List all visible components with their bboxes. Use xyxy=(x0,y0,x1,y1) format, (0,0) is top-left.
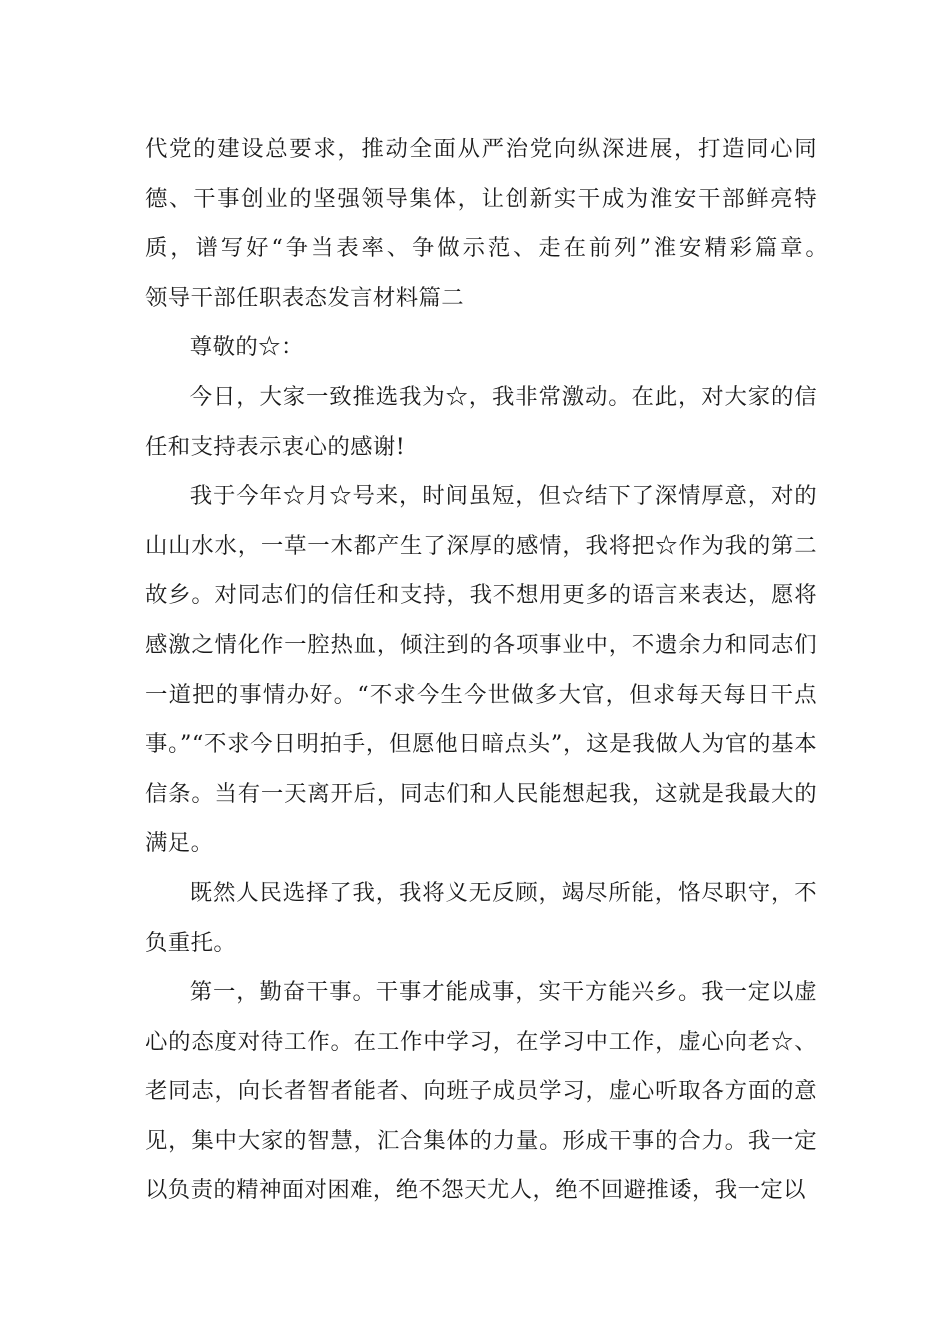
paragraph-salutation: 尊敬的☆： xyxy=(189,334,304,361)
paragraph-thanks: 今日，大家一致推选我为☆，我非常激动。在此，对大家的信任和支持表示衷心的感谢! xyxy=(145,383,817,460)
paragraph-continuation: 代党的建设总要求，推动全面从严治党向纵深进展，打造同心同德、干事创业的坚强领导集体，让创新实干成为淮安干部鲜亮特质，谱写好“争当表率、争做示范、走在前列”淮安精彩篇章。 领导干部任职表态发言材料篇二 xyxy=(145,136,863,311)
paragraph-feelings: 我于今年☆月☆号来，时间虽短，但☆结下了深情厚意，对的山山水水，一草一木都产生了深厚的感情，我将把☆作为我的第二故乡。对同志们的信任和支持，我不想用更多的语言来表达，愿将感激之情化作一腔热血，倾注到的各项事业中，不遗余力和同志们一道把的事情办好。“不求今生今世做多大官，但求每天每日干点事。”“不求今日明拍手，但愿他日暗点头”，这是我做人为官的基本信条。当有一天离开后，同志们和人民能想起我，这就是我最大的满足。 xyxy=(145,483,817,857)
paragraph-commitment: 既然人民选择了我，我将义无反顾，竭尽所能，恪尽职守，不负重托。 xyxy=(145,879,817,956)
document-body xyxy=(145,125,863,1216)
paragraph-first-point: 第一，勤奋干事。干事才能成事，实干方能兴乡。我一定以虚心的态度对待工作。在工作中学习，在学习中工作，虚心向老☆、老同志，向长者智者能者、向班子成员学习，虚心听取各方面的意见，集中大家的智慧，汇合集体的力量。形成干事的合力。我一定以负责的精神面对困难，绝不怨天尤人，绝不回避推诿，我一定以 xyxy=(145,979,817,1204)
